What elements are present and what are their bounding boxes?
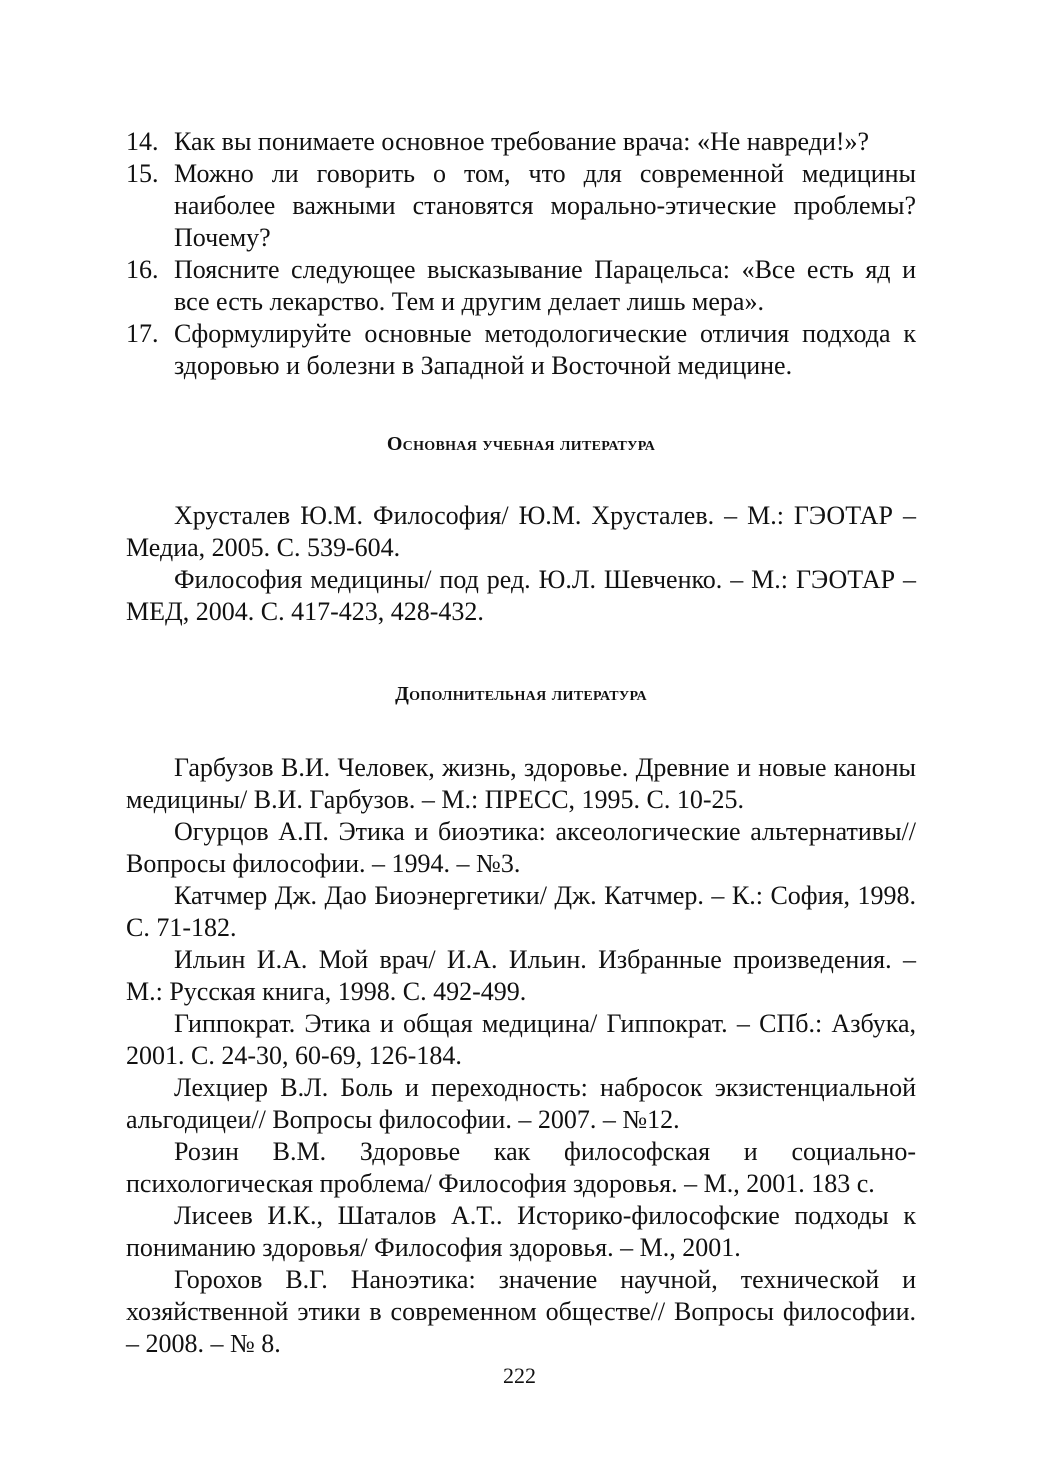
reference-item: Катчмер Дж. Дао Биоэнергетики/ Дж. Катчмер. – К.: София, 1998. С. 71-182. [126,881,916,942]
additional-literature-list [126,752,916,1360]
reference-item: Лехциер В.Л. Боль и переходность: набросок экзистенциальной альгодицеи// Вопросы философии. – 2007. – №12. [126,1073,916,1134]
additional-literature-heading: Дополнительная литература [395,683,647,705]
reference-item: Хрусталев Ю.М. Философия/ Ю.М. Хрусталев. – М.: ГЭОТАР – Медиа, 2005. С. 539-604. [126,501,916,562]
question-item [126,158,916,254]
page-content [126,126,916,1360]
question-list [126,126,916,382]
question-item [126,254,916,318]
reference-item: Ильин И.А. Мой врач/ И.А. Ильин. Избранные произведения. – М.: Русская книга, 1998. С. 492-499. [126,945,916,1006]
reference-item: Гарбузов В.И. Человек, жизнь, здоровье. Древние и новые каноны медицины/ В.И. Гарбузов. – М.: ПРЕСС, 1995. С. 10-25. [126,753,916,814]
question-text: Можно ли говорить о том, что для современной медицины наиболее важными становятся морально-этические проблемы? Почему? [174,159,916,252]
question-text: Сформулируйте основные методологические отличия подхода к здоровью и болезни в Западной и Восточной медицине. [174,319,916,380]
question-number: 17. [126,319,159,348]
reference-item: Философия медицины/ под ред. Ю.Л. Шевченко. – М.: ГЭОТАР – МЕД, 2004. С. 417-423, 428-432. [126,565,916,626]
reference-item: Гиппократ. Этика и общая медицина/ Гиппократ. – СПб.: Азбука, 2001. С. 24-30, 60-69, 126-184. [126,1009,916,1070]
question-number: 15. [126,159,159,188]
question-text: Поясните следующее высказывание Парацельса: «Все есть яд и все есть лекарство. Тем и другим делает лишь мера». [174,255,916,316]
question-number: 14. [126,127,159,156]
question-text: Как вы понимаете основное требование врача: «Не навреди!»? [174,127,870,156]
reference-item: Розин В.М. Здоровье как философская и социально-психологическая проблема/ Философия здоровья. – М., 2001. 183 с. [126,1137,916,1198]
page-number: 222 [503,1363,536,1388]
reference-item: Огурцов А.П. Этика и биоэтика: аксеологические альтернативы// Вопросы философии. – 1994. – №3. [126,817,916,878]
reference-item: Лисеев И.К., Шаталов А.Т.. Историко-философские подходы к пониманию здоровья/ Философия здоровья. – М., 2001. [126,1201,916,1262]
question-number: 16. [126,255,159,284]
main-literature-list [126,500,916,628]
reference-item: Горохов В.Г. Наноэтика: значение научной, технической и хозяйственной этики в современном обществе// Вопросы философии. – 2008. – № 8. [126,1265,916,1358]
question-item [126,318,916,382]
main-literature-heading: Основная учебная литература [386,433,656,455]
question-item [126,126,916,158]
